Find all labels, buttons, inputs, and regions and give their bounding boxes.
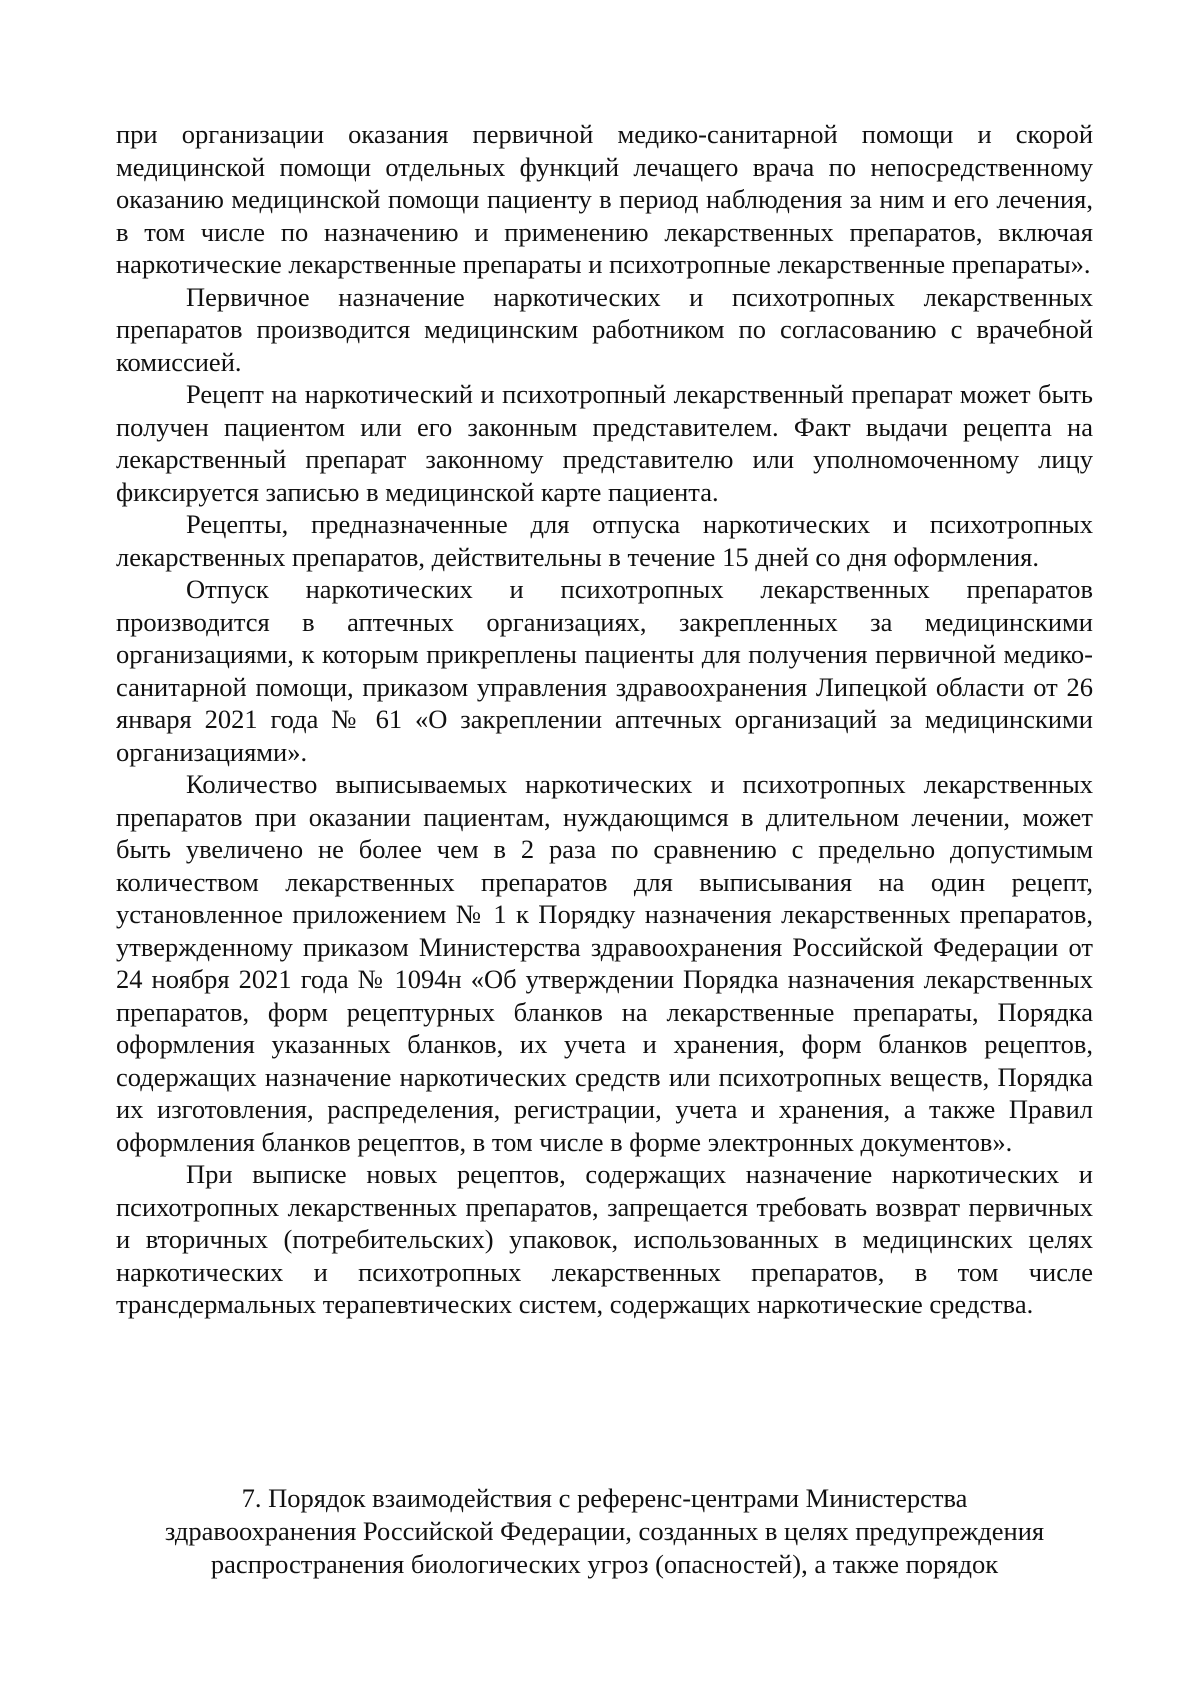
section-heading-line: распространения биологических угроз (опасностей), а также порядок (210, 1549, 999, 1579)
section-heading-line: 7. Порядок взаимодействия с референс-центрами Министерства (241, 1483, 968, 1513)
paragraph-prescription-validity: Рецепты, предназначенные для отпуска наркотических и психотропных лекарственных препаратов, действительны в течение 15 дней со дня оформления. (116, 509, 1093, 572)
paragraph-packaging-return: При выписке новых рецептов, содержащих назначение наркотических и психотропных лекарственных препаратов, запрещается требовать возврат первичных и вторичных (потребительских) упаковок, использованных в медицинских целях наркотических и психотропных лекарственных препаратов, в том числе трансдермальных терапевтических систем, содержащих наркотические средства. (116, 1159, 1093, 1319)
paragraph-continuation: при организации оказания первичной медико-санитарной помощи и скорой медицинской помощи отдельных функций лечащего врача по непосредственному оказанию медицинской помощи пациенту в период наблюдения за ним и его лечения, в том числе по назначению и применению лекарственных препаратов, включая наркотические лекарственные препараты и психотропные лекарственные препараты». (116, 119, 1093, 279)
paragraph-primary-prescription: Первичное назначение наркотических и психотропных лекарственных препаратов производится медицинским работником по согласованию с врачебной комиссией. (116, 281, 1093, 377)
paragraph-quantity-limits: Количество выписываемых наркотических и психотропных лекарственных препаратов при оказании пациентам, нуждающимся в длительном лечении, может быть увеличено не более чем в 2 раза по сравнению с предельно допустимым количеством лекарственных препаратов для выписывания на один рецепт, установленное приложением № 1 к Порядку назначения лекарственных препаратов, утвержденному приказом Министерства здравоохранения Российской Федерации от 24 ноября 2021 года № 1094н «Об утверждении Порядка назначения лекарственных препаратов, форм рецептурных бланков на лекарственные препараты, Порядка оформления указанных бланков, их учета и хранения, форм бланков рецептов, содержащих назначение наркотических средств или психотропных веществ, Порядка их изготовления, распределения, регистрации, учета и хранения, а также Правил оформления бланков рецептов, в том числе в форме электронных документов». (116, 769, 1093, 1157)
paragraph-prescription-receipt: Рецепт на наркотический и психотропный лекарственный препарат может быть получен пациентом или его законным представителем. Факт выдачи рецепта на лекарственный препарат законному представителю или уполномоченному лицу фиксируется записью в медицинской карте пациента. (116, 379, 1093, 507)
document-body (116, 118, 1093, 1321)
section-heading (116, 1482, 1093, 1581)
section-heading-line: здравоохранения Российской Федерации, созданных в целях предупреждения (164, 1516, 1045, 1546)
paragraph-pharmacy-dispensing: Отпуск наркотических и психотропных лекарственных препаратов производится в аптечных организациях, закрепленных за медицинскими организациями, к которым прикреплены пациенты для получения первичной медико-санитарной помощи, приказом управления здравоохранения Липецкой области от 26 января 2021 года № 61 «О закреплении аптечных организаций за медицинскими организациями». (116, 574, 1093, 767)
